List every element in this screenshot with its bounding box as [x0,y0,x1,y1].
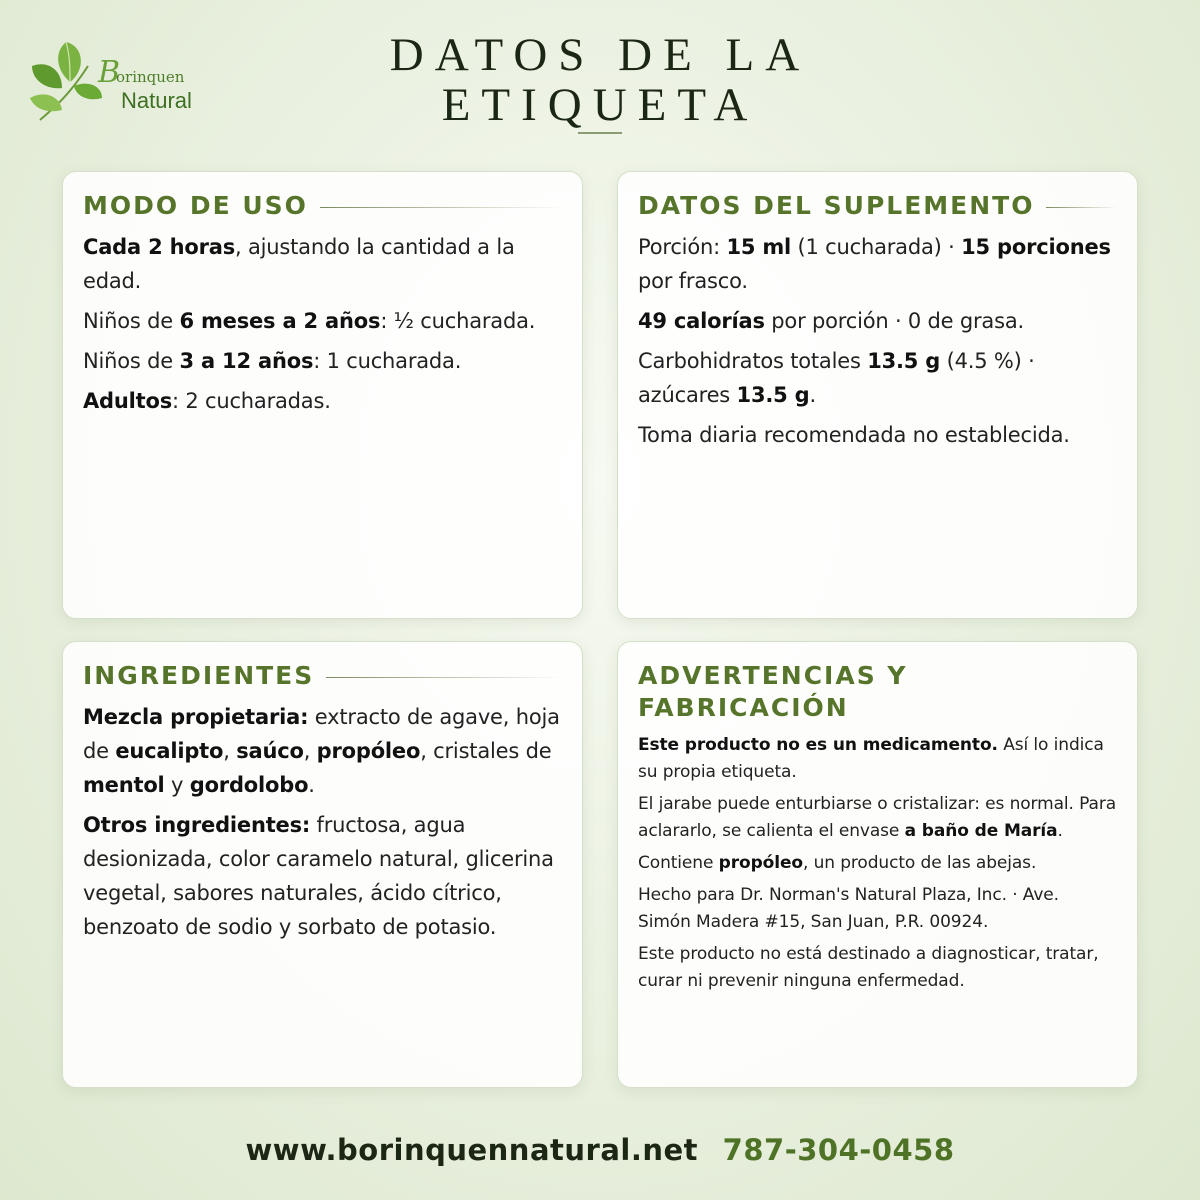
brand-name-line2: Natural [121,88,192,113]
text: Contiene [638,853,719,873]
bold-text: Mezcla propietaria: [83,705,309,729]
bold-text: 13.5 g [736,383,810,407]
paragraph [638,304,1117,338]
text: : ½ cucharada. [380,309,536,333]
text: Carbohidratos totales [638,349,868,373]
bold-text: 15 porciones [961,235,1111,259]
paragraph [638,850,1117,877]
card-header [638,660,1117,724]
paragraph [638,344,1117,412]
text: Este producto no está destinado a diagnosticar, tratar, curar ni prevenir ninguna enfermedad. [638,944,1099,991]
paragraph [83,384,562,418]
heading-rule [326,677,562,678]
ingredientes-card [62,641,583,1088]
bold-text: Cada 2 horas [83,235,236,259]
bold-text: a baño de María [904,821,1058,841]
bold-text: 6 meses a 2 años [179,309,381,333]
text: (4.5 %) · azúcares [638,349,1035,407]
bold-text: 49 calorías [638,309,765,333]
text: fructosa, agua desionizada, color caramelo natural, glicerina vegetal, sabores naturales, ácido cítrico, benzoato de sodio y sorbato de potasio. [83,813,554,939]
bold-text: Otros ingredientes: [83,813,311,837]
card-header [638,190,1117,222]
bold-text: eucalipto [115,739,224,763]
brand-name-line1: orinquen [116,68,185,86]
text: , un producto de las abejas. [802,853,1037,873]
paragraph [83,230,562,298]
text: Hecho para Dr. Norman's Natural Plaza, Inc. · Ave. Simón Madera #15, San Juan, P.R. 00924. [638,885,1059,932]
paragraph [83,700,562,802]
text: Toma diaria recomendada no establecida. [638,423,1070,447]
text: Porción: [638,235,727,259]
text: Niños de [83,309,180,333]
bold-text: mentol [83,773,165,797]
bold-text: gordolobo [189,773,309,797]
website-link[interactable]: www.borinquennatural.net [245,1133,699,1167]
card-body [638,230,1117,452]
bold-text: 15 ml [726,235,792,259]
heading-rule [1046,207,1117,208]
text: El jarabe puede enturbiarse o cristalizar: es normal. Para aclararlo, se calienta el envase [638,794,1117,841]
footer-contact [0,1133,1200,1167]
page-title [0,30,1200,130]
title-divider [578,132,622,134]
text: y [164,773,190,797]
brand-initial: B [98,55,121,90]
paragraph [638,732,1117,786]
bold-text: propóleo [316,739,421,763]
bold-text: 3 a 12 años [179,349,314,373]
title-line-2: ETIQUETA [441,79,759,131]
card-heading: ADVERTENCIAS Y FABRICACIÓN [638,661,908,722]
card-heading: DATOS DEL SUPLEMENTO [638,191,1035,220]
text: . [809,383,816,407]
text: , [223,739,237,763]
card-header [83,190,562,222]
text: . [1057,821,1063,841]
datos-suplemento-card [617,171,1138,619]
text: Niños de [83,349,180,373]
advertencias-card [617,641,1138,1088]
text: extracto de agave, hoja de [83,705,560,763]
title-line-1: DATOS DE LA [389,29,811,81]
text: : 2 cucharadas. [172,389,331,413]
bold-text: 13.5 g [867,349,941,373]
paragraph [83,344,562,378]
card-body [83,230,562,418]
phone-number[interactable]: 787-304-0458 [722,1133,955,1167]
heading-rule [320,207,562,208]
text: , cristales de [420,739,552,763]
card-heading: MODO DE USO [83,191,308,220]
paragraph [83,808,562,944]
paragraph [638,941,1117,995]
paragraph [638,230,1117,298]
card-header [83,660,562,692]
card-body [638,732,1117,995]
text: por porción · 0 de grasa. [764,309,1024,333]
text: : 1 cucharada. [313,349,462,373]
text: (1 cucharada) · [791,235,962,259]
modo-de-uso-card [62,171,583,619]
text: , [303,739,317,763]
card-body [83,700,562,944]
card-heading: INGREDIENTES [83,661,315,690]
paragraph [638,882,1117,936]
bold-text: saúco [236,739,304,763]
paragraph [638,791,1117,845]
bold-text: propóleo [718,853,803,873]
text: Así lo indica su propia etiqueta. [638,735,1104,782]
paragraph [83,304,562,338]
bold-text: Adultos [83,389,172,413]
text: . [308,773,315,797]
paragraph [638,418,1117,452]
bold-text: Este producto no es un medicamento. [638,735,998,755]
text: por frasco. [638,269,748,293]
text: , ajustando la cantidad a la edad. [83,235,515,293]
